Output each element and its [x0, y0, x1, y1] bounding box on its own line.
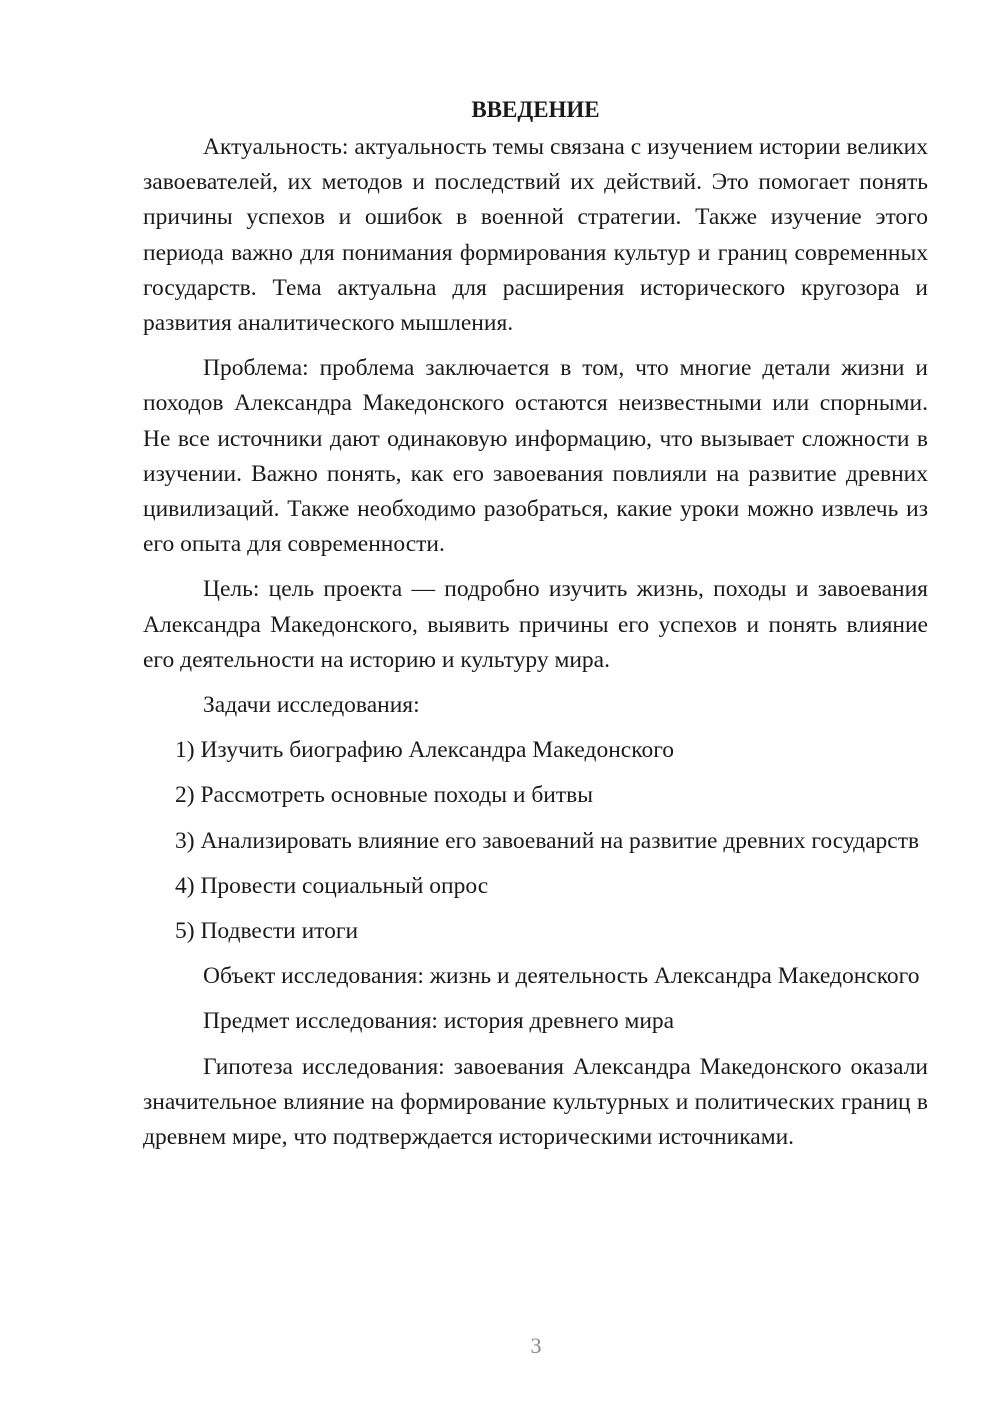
task-item: 2) Рассмотреть основные походы и битвы — [175, 782, 594, 809]
document-body — [143, 90, 928, 1155]
task-item: 5) Подвести итоги — [175, 918, 359, 945]
object-paragraph: Объект исследования: жизнь и деятельность Александра Македонского — [203, 963, 920, 990]
tasks-heading: Задачи исследования: — [203, 692, 420, 719]
page-number: 3 — [530, 1333, 542, 1358]
problem-paragraph: Проблема: проблема заключается в том, что многие детали жизни и походов Александра Македонского остаются неизвестными или спорными. Не все источники дают одинаковую информацию, что вызывает сложности в изучении. Важно понять, как его завоевания повлияли на развитие древних цивилизаций. Также необходимо разобраться, какие уроки можно извлечь из его опыта для современности. — [143, 355, 928, 558]
relevance-paragraph: Актуальность: актуальность темы связана с изучением истории великих завоевателей, их методов и последствий их действий. Это помогает понять причины успехов и ошибок в военной стратегии. Также изучение этого периода важно для понимания формирования культур и границ современных государств. Тема актуальна для расширения исторического кругозора и развития аналитического мышления. — [143, 134, 928, 337]
page-title: ВВЕДЕНИЕ — [471, 97, 600, 122]
hypothesis-paragraph: Гипотеза исследования: завоевания Александра Македонского оказали значительное влияние на формирование культурных и политических границ в древнем мире, что подтверждается историческими источниками. — [143, 1053, 928, 1151]
task-item: 1) Изучить биографию Александра Македонского — [175, 737, 675, 764]
subject-paragraph: Предмет исследования: история древнего мира — [203, 1008, 675, 1035]
task-item: 3) Анализировать влияние его завоеваний на развитие древних государств — [175, 827, 920, 854]
task-item: 4) Провести социальный опрос — [175, 872, 489, 899]
goal-paragraph: Цель: цель проекта — подробно изучить жизнь, походы и завоевания Александра Македонского, выявить причины его успехов и понять влияние его деятельности на историю и культуру мира. — [143, 576, 928, 673]
